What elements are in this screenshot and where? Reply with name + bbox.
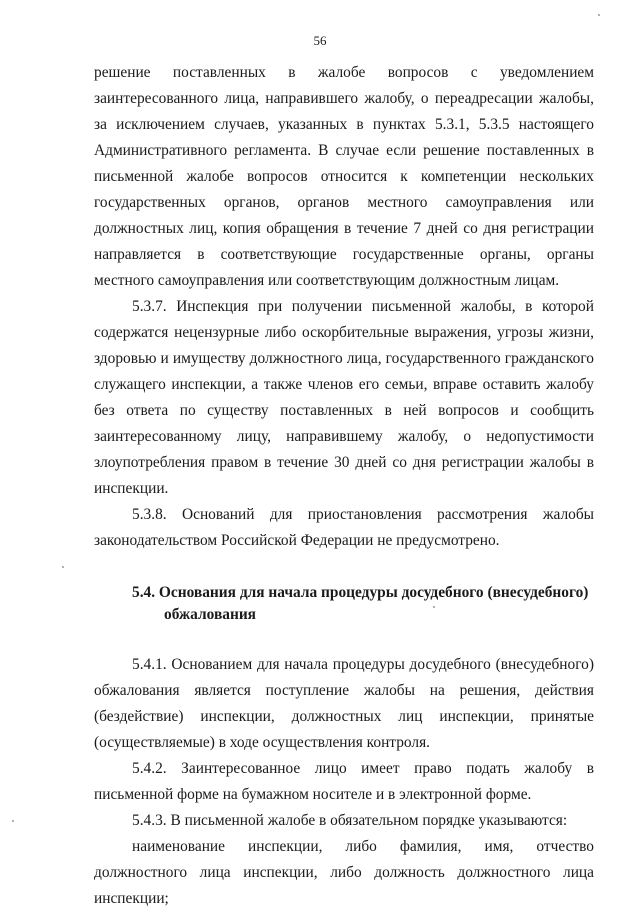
scan-speck <box>598 14 600 16</box>
scan-speck <box>12 820 14 822</box>
paragraph-list-item: наименование инспекции, либо фамилия, имя, отчество должностного лица инспекции, либо должность должностного лица инспекции; <box>94 838 594 907</box>
section-heading-5-4: 5.4. Основания для начала процедуры досудебного (внесудебного) обжалования <box>132 584 589 623</box>
paragraph-5-4-3: 5.4.3. В письменной жалобе в обязательном порядке указываются: <box>132 812 568 829</box>
page-number: 56 <box>313 33 327 48</box>
spacer <box>94 554 594 582</box>
paragraph-5-4-1: 5.4.1. Основанием для начала процедуры досудебного (внесудебного) обжалования является поступление жалобы на решения, действия (бездействие) инспекции, должностных лиц инспекции, принятые (осуществляемые) в ходе осуществления контроля. <box>94 656 594 751</box>
scan-speck <box>62 566 64 568</box>
document-body <box>94 60 594 912</box>
paragraph-5-3-8: 5.3.8. Оснований для приостановления рассмотрения жалобы законодательством Российской Федерации не предусмотрено. <box>94 506 594 549</box>
paragraph-5-4-2: 5.4.2. Заинтересованное лицо имеет право подать жалобу в письменной форме на бумажном носителе и в электронной форме. <box>94 760 594 803</box>
paragraph-continuation: решение поставленных в жалобе вопросов с уведомлением заинтересованного лица, направившего жалобу, о переадресации жалобы, за исключением случаев, указанных в пунктах 5.3.1, 5.3.5 настоящего Административного регламента. В случае если решение поставленных в письменной жалобе вопросов относится к компетенции нескольких государственных органов, органов местного самоуправления или должностных лиц, копия обращения в течение 7 дней со дня регистрации направляется в соответствующие государственные органы, органы местного самоуправления или соответствующим должностным лицам. <box>94 64 594 289</box>
spacer <box>94 626 594 652</box>
scan-speck <box>433 606 435 608</box>
paragraph-5-3-7: 5.3.7. Инспекция при получении письменной жалобы, в которой содержатся нецензурные либо оскорбительные выражения, угрозы жизни, здоровью и имуществу должностного лица, государственного гражданского служащего инспекции, а также членов его семьи, вправе оставить жалобу без ответа по существу поставленных в ней вопросов и сообщить заинтересованному лицу, направившему жалобу, о недопустимости злоупотребления правом в течение 30 дней со дня регистрации жалобы в инспекции. <box>94 298 594 497</box>
